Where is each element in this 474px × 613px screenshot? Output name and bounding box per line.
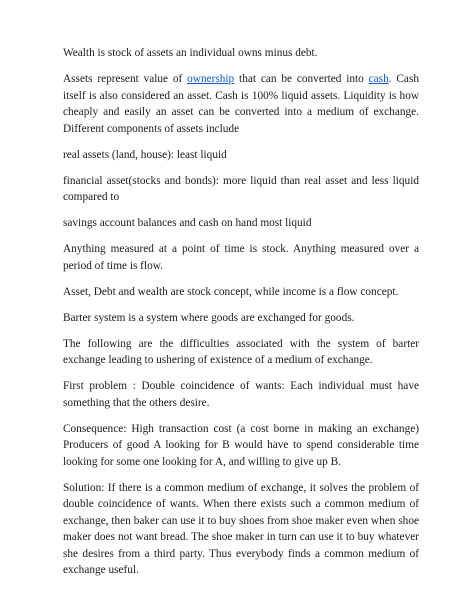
document-body	[63, 45, 419, 588]
paragraph-stock-concept: Asset, Debt and wealth are stock concept, while income is a flow concept.	[63, 285, 399, 298]
paragraph-real-assets: real assets (land, house): least liquid	[63, 148, 227, 161]
paragraph-first-problem: First problem : Double coincidence of wants: Each individual must have something that the others desire.	[63, 380, 419, 409]
paragraph-barter-difficulties: The following are the difficulties associated with the system of barter exchange leading to ushering of existence of a medium of exchange.	[63, 337, 419, 366]
cash-link[interactable]: cash	[368, 73, 389, 85]
ownership-link[interactable]: ownership	[187, 73, 235, 85]
paragraph-barter-system: Barter system is a system where goods are exchanged for goods.	[63, 311, 355, 324]
paragraph-wealth-definition: Wealth is stock of assets an individual owns minus debt.	[63, 47, 318, 59]
paragraph-solution: Solution: If there is a common medium of exchange, it solves the problem of double coincidence of wants. When there exists such a common medium of exchange, then baker can use it to buy shoes from shoe maker even when shoe maker does not want bread. The shoe maker in turn can use it to buy whatever she desires from a third party. Thus everybody finds a common medium of exchange useful.	[63, 481, 419, 576]
paragraph-savings: savings account balances and cash on hand most liquid	[63, 217, 312, 229]
paragraph-financial-assets: financial asset(stocks and bonds): more liquid than real asset and less liquid compared to	[63, 174, 419, 203]
paragraph-stock-flow: Anything measured at a point of time is stock. Anything measured over a period of time is flow.	[63, 243, 419, 272]
paragraph-assets-text-middle: that can be converted into	[234, 73, 369, 85]
paragraph-consequence: Consequence: High transaction cost (a cost borne in making an exchange) Producers of good A looking for B would have to spend considerable time looking for some one looking for A, and willing to give up B.	[63, 422, 419, 468]
paragraph-assets-text-start: Assets represent value of	[63, 73, 188, 85]
paragraph-assets-text-end: . Cash itself is also considered an asset. Cash is 100% liquid assets. Liquidity is how cheaply and easily an asset can be converted into a medium of exchange. Different components of assets include	[63, 73, 419, 135]
paragraph-assets	[63, 71, 419, 137]
